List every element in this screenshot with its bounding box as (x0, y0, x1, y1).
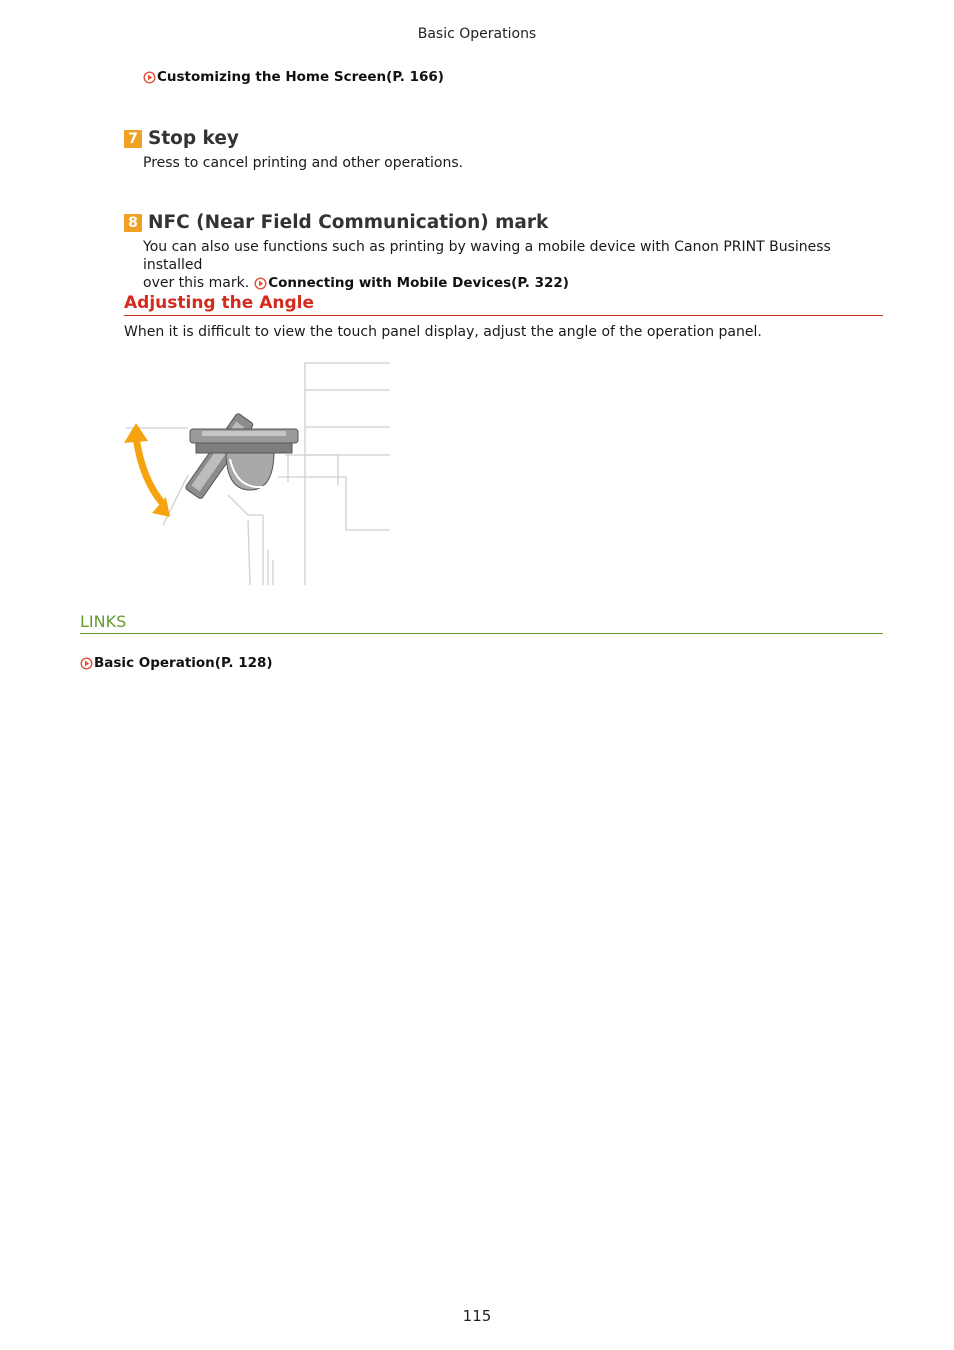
link-arrow-icon (254, 277, 267, 290)
link-customizing-home-screen[interactable] (143, 69, 444, 85)
item-8-description (143, 238, 883, 292)
item-7-title: Stop key (148, 128, 239, 149)
item-8-title: NFC (Near Field Communication) mark (148, 212, 549, 233)
link-basic-operation[interactable] (80, 655, 273, 671)
number-badge-8: 8 (124, 214, 142, 232)
link-basic-operation-text[interactable]: Basic Operation(P. 128) (94, 655, 273, 671)
number-badge-7: 7 (124, 130, 142, 148)
item-8-description-line1: You can also use functions such as printing by waving a mobile device with Canon PRINT Business installed (143, 239, 831, 273)
link-arrow-icon (143, 71, 156, 84)
running-header: Basic Operations (417, 26, 537, 42)
page-number: 115 (462, 1307, 492, 1325)
section-description: When it is difficult to view the touch panel display, adjust the angle of the operation panel. (124, 324, 762, 340)
link-connecting-mobile-devices[interactable] (254, 274, 569, 292)
link-connecting-mobile-devices-text[interactable]: Connecting with Mobile Devices(P. 322) (268, 275, 569, 291)
links-heading: LINKS (80, 612, 883, 634)
item-7-heading (124, 128, 239, 149)
angle-arrow-icon (136, 437, 164, 505)
link-arrow-icon (80, 657, 93, 670)
item-8-description-line2-text: over this mark. (143, 275, 250, 291)
item-7-description: Press to cancel printing and other operations. (143, 155, 464, 171)
link-customizing-home-screen-text[interactable]: Customizing the Home Screen(P. 166) (157, 69, 444, 85)
item-8-heading (124, 212, 548, 233)
item-8-description-line2 (143, 274, 883, 292)
section-heading-adjusting-angle: Adjusting the Angle (124, 293, 883, 316)
operation-panel-angle-illustration (118, 355, 398, 585)
